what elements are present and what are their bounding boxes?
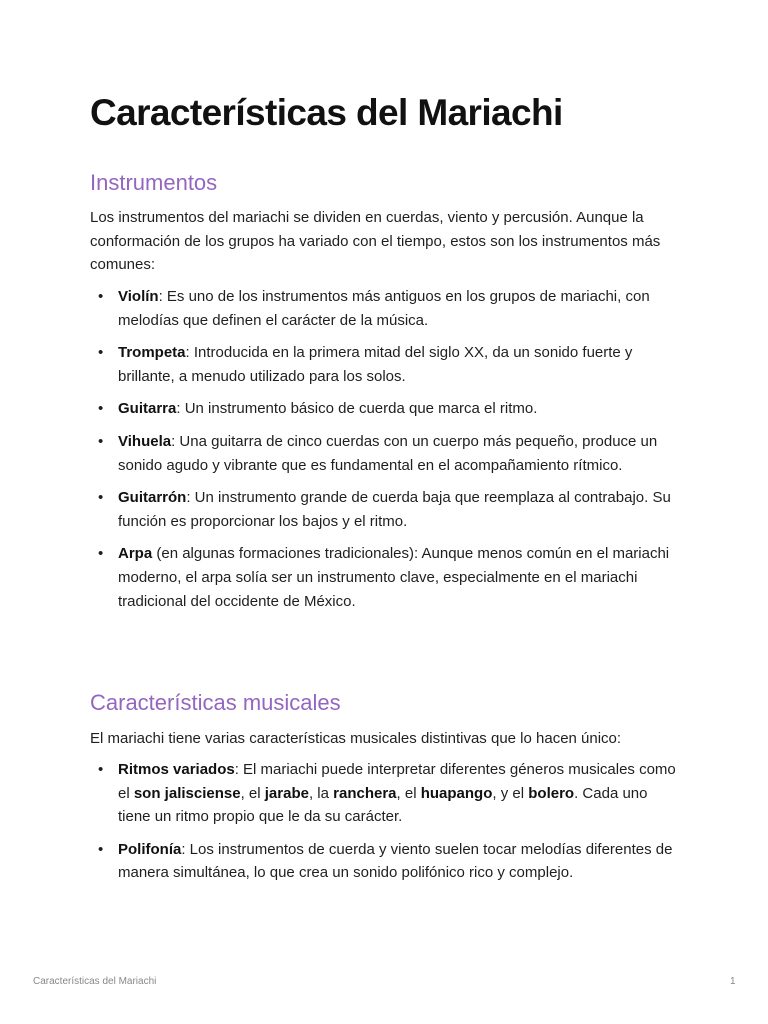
list-item-term: Polifonía — [118, 840, 182, 858]
section-heading-instrumentos: Instrumentos — [90, 170, 218, 195]
list-item: • Ritmos variados: El mariachi puede interpretar diferentes géneros musicales como el son jalisciense, el jarabe, la ranchera, el huapango, y el bolero. Cada uno tiene un ritmo propio que le da su carácter. — [98, 761, 676, 826]
list-item-term: Arpa — [118, 545, 153, 563]
list-item-term: Vihuela — [118, 432, 172, 450]
section-intro-caracteristicas: El mariachi tiene varias características musicales distintivas que lo hacen único: — [90, 730, 622, 747]
list-item-term: Guitarrón — [118, 489, 187, 507]
list-item-text: Un instrumento grande de cuerda baja que reemplaza al contrabajo. Su función es proporcionar los bajos y el ritmo. — [118, 489, 671, 530]
section-intro-instrumentos: Los instrumentos del mariachi se dividen en cuerdas, viento y percusión. Aunque la conformación de los grupos ha variado con el tiempo, estos son los instrumentos más comunes: — [90, 209, 661, 274]
list-item-text: Es uno de los instrumentos más antiguos en los grupos de mariachi, con melodías que definen el carácter de la música. — [118, 288, 650, 329]
list-item-term: Violín — [118, 288, 159, 305]
list-item: • Violín: Es uno de los instrumentos más antiguos en los grupos de mariachi, con melodías que definen el carácter de la música. — [98, 288, 650, 329]
list-item: • Polifonía: Los instrumentos de cuerda y viento suelen tocar melodías diferentes de manera simultánea, lo que crea un sonido polifónico rico y complejo. — [98, 840, 673, 882]
list-item: • Guitarrón: Un instrumento grande de cuerda baja que reemplaza al contrabajo. Su función es proporcionar los bajos y el ritmo. — [98, 489, 671, 530]
list-item-term: Guitarra — [118, 400, 177, 418]
section-heading-caracteristicas: Características musicales — [90, 690, 341, 715]
characteristics-list — [90, 758, 680, 894]
instrument-list — [90, 285, 680, 622]
list-item-text: Un instrumento básico de cuerda que marca el ritmo. — [180, 400, 538, 418]
footer-title: Características del Mariachi — [33, 976, 157, 987]
list-item: • Guitarra: Un instrumento básico de cuerda que marca el ritmo. — [98, 400, 538, 418]
list-item: • Arpa (en algunas formaciones tradicionales): Aunque menos común en el mariachi moderno, el arpa solía ser un instrumento clave, especialmente en el mariachi tradicional del occidente de México. — [98, 545, 670, 610]
list-item-term: Ritmos variados — [118, 761, 235, 778]
list-item: • Trompeta: Introducida en la primera mitad del siglo XX, da un sonido fuerte y brillante, a menudo utilizado para los solos. — [98, 344, 633, 385]
list-item-text: : Los instrumentos de cuerda y viento suelen tocar melodías diferentes de manera simultánea, lo que crea un sonido polifónico rico y complejo. — [118, 840, 673, 882]
list-item: • Vihuela: Una guitarra de cinco cuerdas con un cuerpo más pequeño, produce un sonido agudo y vibrante que es fundamental en el acompañamiento rítmico. — [98, 432, 658, 474]
list-item-term: Trompeta — [118, 344, 186, 362]
page-title: Características del Mariachi — [90, 92, 563, 133]
list-item-text: Introducida en la primera mitad del siglo XX, da un sonido fuerte y brillante, a menudo utilizado para los solos. — [118, 344, 633, 385]
list-item-text: Una guitarra de cinco cuerdas con un cuerpo más pequeño, produce un sonido agudo y vibrante que es fundamental en el acompañamiento rítmico. — [118, 432, 658, 474]
page-number: 1 — [730, 976, 736, 987]
list-item-text: (en algunas formaciones tradicionales): Aunque menos común en el mariachi moderno, el arpa solía ser un instrumento clave, especialmente en el mariachi tradicional del occidente de México. — [118, 545, 670, 610]
